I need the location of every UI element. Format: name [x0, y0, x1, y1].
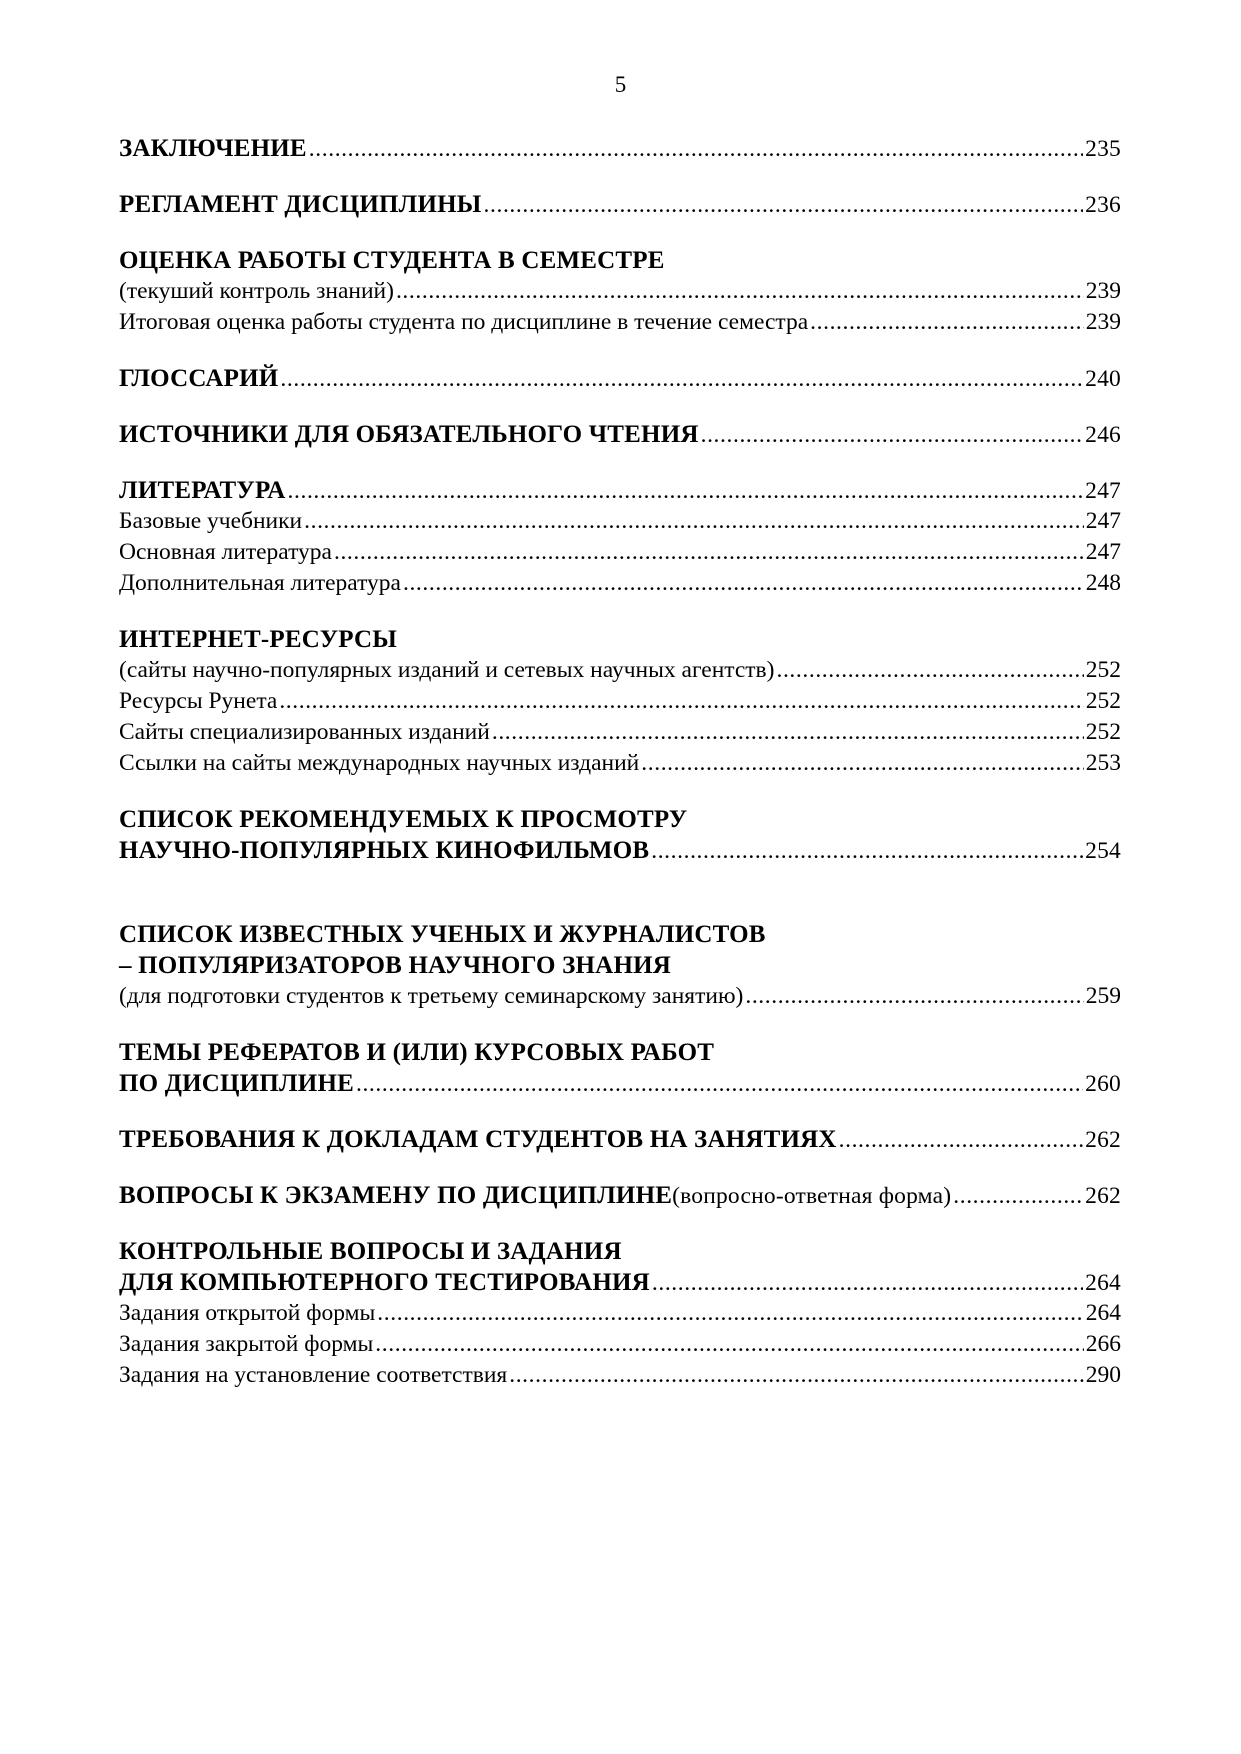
- toc-heading[interactable]: [119, 133, 1121, 164]
- toc-heading[interactable]: [119, 419, 1121, 450]
- toc-section: [119, 804, 1121, 866]
- dot-leader: [953, 1181, 1083, 1212]
- toc-entry-title: Задания закрытой формы: [119, 1331, 374, 1357]
- dot-leader: [839, 1125, 1084, 1156]
- dot-leader: [652, 1268, 1083, 1299]
- toc-entry[interactable]: [119, 981, 1121, 1012]
- toc-section: [119, 419, 1121, 450]
- toc-entry[interactable]: [119, 748, 1121, 779]
- dot-leader: [745, 981, 1083, 1012]
- toc-heading[interactable]: [119, 624, 1121, 655]
- toc-section: [119, 1124, 1121, 1155]
- toc-page-number: 248: [1085, 570, 1121, 596]
- toc-entry[interactable]: [119, 307, 1121, 338]
- toc-entry-title: ВОПРОСЫ К ЭКЗАМЕНУ ПО ДИСЦИПЛИНЕ: [119, 1182, 673, 1209]
- toc-page-number: 259: [1085, 983, 1121, 1009]
- toc-page-number: 235: [1085, 136, 1121, 162]
- toc-entry[interactable]: [119, 1360, 1121, 1391]
- toc-page-number: 254: [1085, 838, 1121, 864]
- toc-heading[interactable]: [119, 363, 1121, 394]
- toc-entry-title: ИНТЕРНЕТ-РЕСУРСЫ: [119, 626, 398, 653]
- toc-entry[interactable]: [119, 276, 1121, 307]
- toc-entry-title: Дополнительная литература: [119, 570, 401, 596]
- toc-page-number: 262: [1085, 1183, 1121, 1209]
- toc-entry[interactable]: [119, 717, 1121, 748]
- toc-entry-title: (для подготовки студентов к третьему семинарскому занятию): [119, 983, 744, 1009]
- dot-leader: [304, 506, 1084, 537]
- toc-entry-title: ЛИТЕРАТУРА: [119, 477, 286, 504]
- toc-entry-title: ДЛЯ КОМПЬЮТЕРНОГО ТЕСТИРОВАНИЯ: [119, 1269, 650, 1296]
- toc-heading[interactable]: [119, 245, 1121, 276]
- toc-entry[interactable]: [119, 1298, 1121, 1329]
- toc-section: [119, 624, 1121, 779]
- toc-entry[interactable]: [119, 568, 1121, 599]
- toc-heading[interactable]: [119, 919, 1121, 950]
- toc-entry-title: Итоговая оценка работы студента по дисциплине в течение семестра: [119, 309, 809, 335]
- dot-leader: [356, 1069, 1083, 1100]
- toc-entry[interactable]: [119, 506, 1121, 537]
- toc-entry-title: Задания на установление соответствия: [119, 1362, 508, 1388]
- toc-entry-title: КОНТРОЛЬНЫЕ ВОПРОСЫ И ЗАДАНИЯ: [119, 1238, 622, 1265]
- dot-leader: [810, 307, 1084, 338]
- toc-page-number: 253: [1085, 750, 1121, 776]
- toc-entry-title: ИСТОЧНИКИ ДЛЯ ОБЯЗАТЕЛЬНОГО ЧТЕНИЯ: [119, 421, 699, 448]
- toc-entry[interactable]: [119, 655, 1121, 686]
- dot-leader: [776, 655, 1083, 686]
- toc-page-number: 239: [1085, 309, 1121, 335]
- toc-heading[interactable]: [119, 189, 1121, 220]
- toc-entry-title: НАУЧНО-ПОПУЛЯРНЫХ КИНОФИЛЬМОВ: [119, 837, 650, 864]
- toc-entry-title: Сайты специализированных изданий: [119, 719, 490, 745]
- dot-leader: [641, 748, 1083, 779]
- toc-heading[interactable]: [119, 950, 1121, 981]
- dot-leader: [701, 420, 1084, 451]
- dot-leader: [309, 134, 1083, 165]
- toc-section: [119, 133, 1121, 164]
- toc-heading[interactable]: [119, 1180, 1121, 1211]
- table-of-contents: [119, 108, 1121, 1391]
- toc-entry-title: СПИСОК ИЗВЕСТНЫХ УЧЕНЫХ И ЖУРНАЛИСТОВ: [119, 921, 766, 948]
- toc-page-number: 264: [1085, 1300, 1121, 1326]
- toc-page-number: 247: [1085, 539, 1121, 565]
- dot-leader: [492, 717, 1084, 748]
- toc-entry[interactable]: [119, 537, 1121, 568]
- toc-section: [119, 919, 1121, 1012]
- dot-leader: [377, 1298, 1083, 1329]
- dot-leader: [288, 476, 1084, 507]
- toc-entry-title: (текуший контроль знаний): [119, 278, 394, 304]
- dot-leader: [279, 686, 1083, 717]
- toc-entry-title: – ПОПУЛЯРИЗАТОРОВ НАУЧНОГО ЗНАНИЯ: [119, 952, 671, 979]
- toc-entry-note: (вопросно-ответная форма): [672, 1183, 952, 1209]
- toc-section: [119, 363, 1121, 394]
- toc-heading[interactable]: [119, 835, 1121, 866]
- page-number: 5: [614, 72, 627, 97]
- toc-heading[interactable]: [119, 1236, 1121, 1267]
- dot-leader: [280, 364, 1083, 395]
- toc-entry-title: ПО ДИСЦИПЛИНЕ: [119, 1070, 354, 1097]
- toc-entry-title: Основная литература: [119, 539, 332, 565]
- toc-page-number: 252: [1085, 657, 1121, 683]
- toc-page-number: 252: [1085, 688, 1121, 714]
- toc-entry-title: ОЦЕНКА РАБОТЫ СТУДЕНТА В СЕМЕСТРЕ: [119, 247, 665, 274]
- toc-heading[interactable]: [119, 1124, 1121, 1155]
- toc-entry[interactable]: [119, 1329, 1121, 1360]
- toc-section: [119, 245, 1121, 338]
- toc-entry-title: ТРЕБОВАНИЯ К ДОКЛАДАМ СТУДЕНТОВ НА ЗАНЯТИЯХ: [119, 1126, 837, 1153]
- toc-page-number: 262: [1085, 1127, 1121, 1153]
- toc-page-number: 236: [1085, 192, 1121, 218]
- toc-entry[interactable]: [119, 686, 1121, 717]
- toc-section: [119, 1037, 1121, 1099]
- dot-leader: [484, 190, 1084, 221]
- dot-leader: [509, 1360, 1084, 1391]
- toc-entry-title: Ссылки на сайты международных научных изданий: [119, 750, 640, 776]
- toc-page-number: 290: [1085, 1362, 1121, 1388]
- toc-page-number: 247: [1085, 478, 1121, 504]
- toc-page-number: 240: [1085, 366, 1121, 392]
- toc-entry-title: Базовые учебники: [119, 508, 303, 534]
- toc-section: [119, 1236, 1121, 1391]
- toc-entry-title: РЕГЛАМЕНТ ДИСЦИПЛИНЫ: [119, 191, 482, 218]
- toc-entry-title: Ресурсы Рунета: [119, 688, 278, 714]
- toc-page-number: 260: [1085, 1071, 1121, 1097]
- dot-leader: [651, 836, 1083, 867]
- toc-entry-title: СПИСОК РЕКОМЕНДУЕМЫХ К ПРОСМОТРУ: [119, 806, 688, 833]
- toc-entry-title: Задания открытой формы: [119, 1300, 376, 1326]
- toc-section: [119, 189, 1121, 220]
- toc-entry-title: ГЛОССАРИЙ: [119, 365, 279, 392]
- dot-leader: [403, 568, 1084, 599]
- toc-entry-title: ЗАКЛЮЧЕНИЕ: [119, 135, 307, 162]
- toc-page-number: 252: [1085, 719, 1121, 745]
- toc-page-number: 246: [1085, 422, 1121, 448]
- toc-heading[interactable]: [119, 1068, 1121, 1099]
- dot-leader: [334, 537, 1084, 568]
- toc-section: [119, 1180, 1121, 1211]
- toc-heading[interactable]: [119, 475, 1121, 506]
- dot-leader: [396, 276, 1084, 307]
- dot-leader: [375, 1329, 1083, 1360]
- toc-page-number: 239: [1085, 278, 1121, 304]
- toc-entry-title: (сайты научно-популярных изданий и сетевых научных агентств): [119, 657, 775, 683]
- toc-heading[interactable]: [119, 804, 1121, 835]
- toc-heading[interactable]: [119, 1267, 1121, 1298]
- toc-heading[interactable]: [119, 1037, 1121, 1068]
- toc-page-number: 264: [1085, 1270, 1121, 1296]
- toc-page-number: 247: [1085, 508, 1121, 534]
- toc-section: [119, 475, 1121, 599]
- toc-entry-title: ТЕМЫ РЕФЕРАТОВ И (ИЛИ) КУРСОВЫХ РАБОТ: [119, 1039, 715, 1066]
- toc-page-number: 266: [1085, 1331, 1121, 1357]
